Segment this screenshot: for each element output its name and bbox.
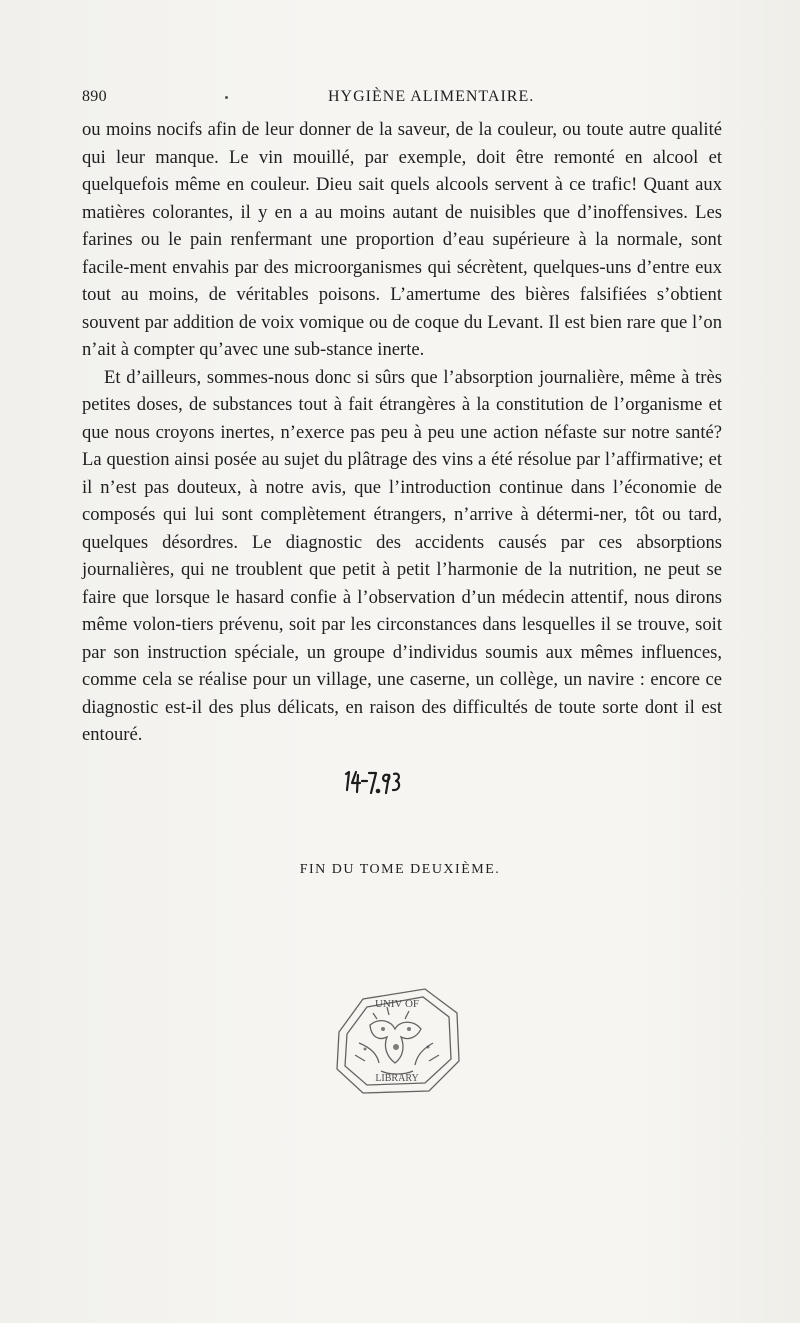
paragraph-2: Et d’ailleurs, sommes-nous donc si sûrs que l’absorption journalière, même à très petites doses, de substances tout à fait étrangères à la constitution de l’organisme et que nous croyons inertes, n’exerce pas peu à peu une action néfaste sur notre santé? La question ainsi posée au sujet du plâtrage des vins a été résolue par l’affirmative; et il n’est pas douteux, à notre avis, que l’introduction continue dans l’économie de composés qui lui sont complètement étrangers, n’arrive à détermi-ner, tôt ou tard, quelques désordres. Le diagnostic des accidents causés par ces absorptions journalières, qui ne troublent que petit à petit l’harmonie de la nutrition, ne peut se faire que lorsque le hasard confie à l’observation d’un médecin attentif, nous dirons même volon-tiers prévenu, soit par les circonstances dans lesquelles il se trouve, soit par son instruction spéciale, un groupe d’individus soumis aux mêmes influences, comme cela se réalise pour un village, une caserne, un collège, un navire : encore ce diagnostic est-il des plus délicats, en raison des difficultés de toute sorte dont il est entouré. [82,366,722,745]
header-dot-ornament [225,96,228,99]
end-of-volume-note: FIN DU TOME DEUXIÈME. [299,862,501,877]
body-text [82,116,722,749]
handwritten-date-annotation [342,766,402,800]
stamp-text-bottom: LIBRARY [375,1073,419,1084]
library-stamp-seal [325,977,469,1107]
page-number: 890 [82,88,107,105]
running-title: HYGIÈNE ALIMENTAIRE. [328,88,535,105]
stamp-text-top: UNIV OF [374,998,420,1010]
paragraph-1: ou moins nocifs afin de leur donner de la saveur, de la couleur, ou toute autre qualité qui leur manque. Le vin mouillé, par exemple, doit être remonté en alcool et quelquefois même en couleur. Dieu sait quels alcools servent à ce trafic! Quant aux matières colorantes, il y en a au moins autant de nuisibles que d’inoffensives. Les farines ou le pain renfermant une proportion d’eau supérieure à la normale, sont facile-ment envahis par des microorganismes qui sécrètent, quelques-uns d’entre eux tout au moins, de véritables poisons. L’amertume des bières falsifiées s’obtient souvent par addition de voix vomique ou de coque du Levant. Il est bien rare que l’on n’ait à compter qu’avec une sub-stance inerte. [82,119,722,360]
page-header [82,88,722,112]
